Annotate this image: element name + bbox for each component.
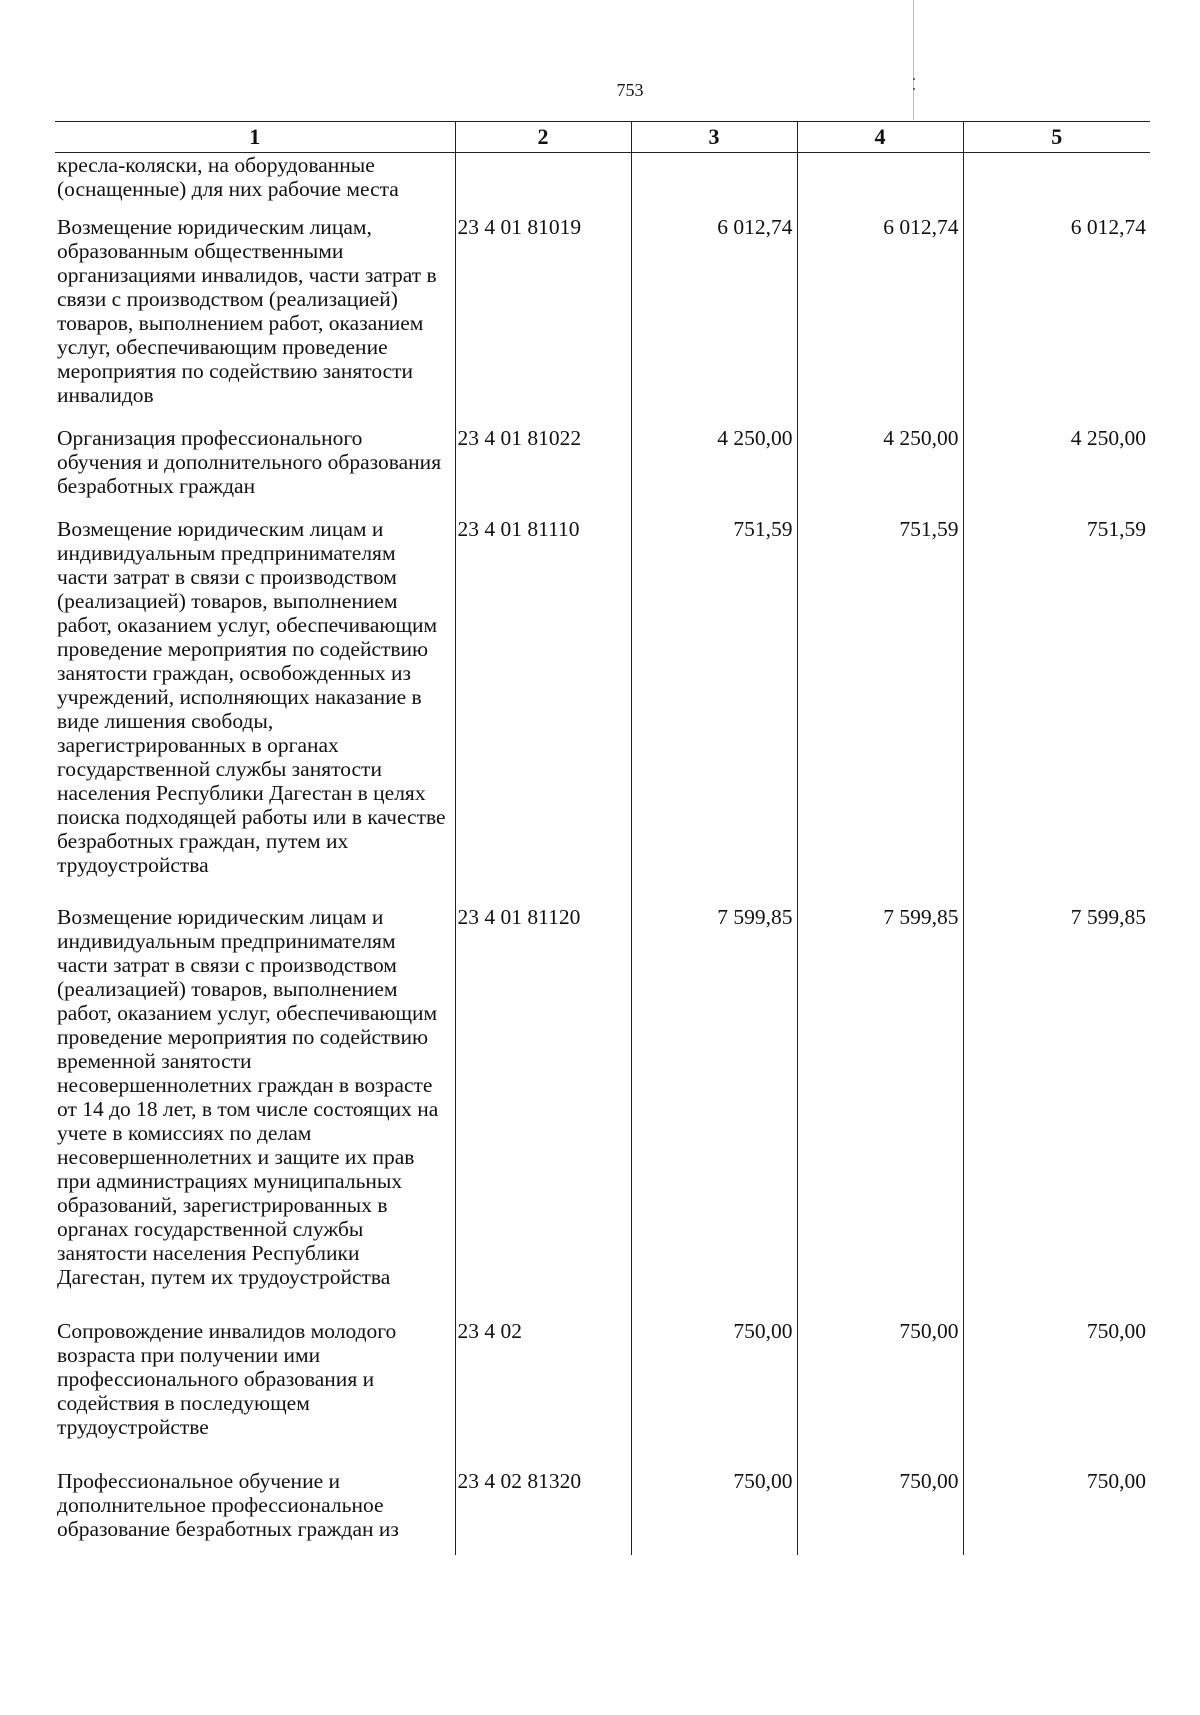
row-value-4: 4 250,00 xyxy=(797,426,963,517)
row-name: Сопровождение инвалидов молодого возраста при получении ими профессионального образования и содействия в последующем трудоустройстве xyxy=(57,1319,397,1439)
row-value-5: 750,00 xyxy=(963,1469,1150,1555)
row-value-5: 750,00 xyxy=(963,1319,1150,1469)
row-value-4: 7 599,85 xyxy=(797,905,963,1319)
row-name: Возмещение юридическим лицам и индивидуальным предпринимателям части затрат в связи с производством (реализацией) товаров, выполнением работ, оказанием услуг, обеспечивающим проведение мероприятия по содействию временной занятости несовершеннолетних граждан в возрасте от 14 до 18 лет, в том числе состоящих на учете в комиссиях по делам несовершеннолетних и защите их прав при администрациях муниципальных образований, зарегистрированных в органах государственной службы занятости населения Республики Дагестан, путем их трудоустройства xyxy=(57,905,439,1289)
row-value-3: 4 250,00 xyxy=(631,426,797,517)
row-code: 23 4 01 81019 xyxy=(455,215,631,426)
row-value-4: 751,59 xyxy=(797,517,963,905)
budget-table xyxy=(55,121,1150,1555)
table-row xyxy=(55,905,1150,1319)
row-code xyxy=(455,153,631,216)
header-col-2: 2 xyxy=(455,122,631,153)
row-value-3: 750,00 xyxy=(631,1319,797,1469)
row-value-5: 4 250,00 xyxy=(963,426,1150,517)
row-name: Возмещение юридическим лицам и индивидуальным предпринимателям части затрат в связи с производством (реализацией) товаров, выполнением работ, оказанием услуг, обеспечивающим проведение мероприятия по содействию занятости граждан, освобожденных из учреждений, исполняющих наказание в виде лишения свободы, зарегистрированных в органах государственной службы занятости населения Республики Дагестан в целях поиска подходящей работы или в качестве безработных граждан, путем их трудоустройства xyxy=(57,517,446,877)
row-code: 23 4 01 81120 xyxy=(455,905,631,1319)
row-value-5: 751,59 xyxy=(963,517,1150,905)
table-row xyxy=(55,517,1150,905)
row-value-3: 7 599,85 xyxy=(631,905,797,1319)
row-value-5: 6 012,74 xyxy=(963,215,1150,426)
row-value-3 xyxy=(631,153,797,216)
header-col-1: 1 xyxy=(55,122,455,153)
table-row xyxy=(55,215,1150,426)
scan-artifact-dot xyxy=(913,78,915,80)
table-row xyxy=(55,1469,1150,1555)
row-value-3: 751,59 xyxy=(631,517,797,905)
row-value-3: 6 012,74 xyxy=(631,215,797,426)
row-value-3: 750,00 xyxy=(631,1469,797,1555)
header-col-4: 4 xyxy=(797,122,963,153)
table-row xyxy=(55,1319,1150,1469)
table-header-row xyxy=(55,122,1150,153)
row-code: 23 4 01 81022 xyxy=(455,426,631,517)
row-value-5: 7 599,85 xyxy=(963,905,1150,1319)
row-value-4: 750,00 xyxy=(797,1469,963,1555)
scan-artifact-dot xyxy=(913,88,915,90)
table-row xyxy=(55,426,1150,517)
row-name: Возмещение юридическим лицам, образованным общественными организациями инвалидов, части затрат в связи с производством (реализацией) товаров, выполнением работ, оказанием услуг, обеспечивающим проведение мероприятия по содействию занятости инвалидов xyxy=(57,215,437,407)
page-number: 753 xyxy=(616,80,644,100)
table-row xyxy=(55,153,1150,216)
row-value-4 xyxy=(797,153,963,216)
header-col-3: 3 xyxy=(631,122,797,153)
row-code: 23 4 02 xyxy=(455,1319,631,1469)
row-value-4: 750,00 xyxy=(797,1319,963,1469)
row-name: Профессиональное обучение и дополнительное профессиональное образование безработных граждан из xyxy=(57,1469,399,1541)
row-code: 23 4 02 81320 xyxy=(455,1469,631,1555)
row-value-5 xyxy=(963,153,1150,216)
row-name: кресла-коляски, на оборудованные (оснащенные) для них рабочие места xyxy=(57,153,399,201)
row-code: 23 4 01 81110 xyxy=(455,517,631,905)
header-col-5: 5 xyxy=(963,122,1150,153)
row-name: Организация профессионального обучения и дополнительного образования безработных граждан xyxy=(57,426,442,498)
row-value-4: 6 012,74 xyxy=(797,215,963,426)
scan-artifact-line xyxy=(913,0,914,120)
